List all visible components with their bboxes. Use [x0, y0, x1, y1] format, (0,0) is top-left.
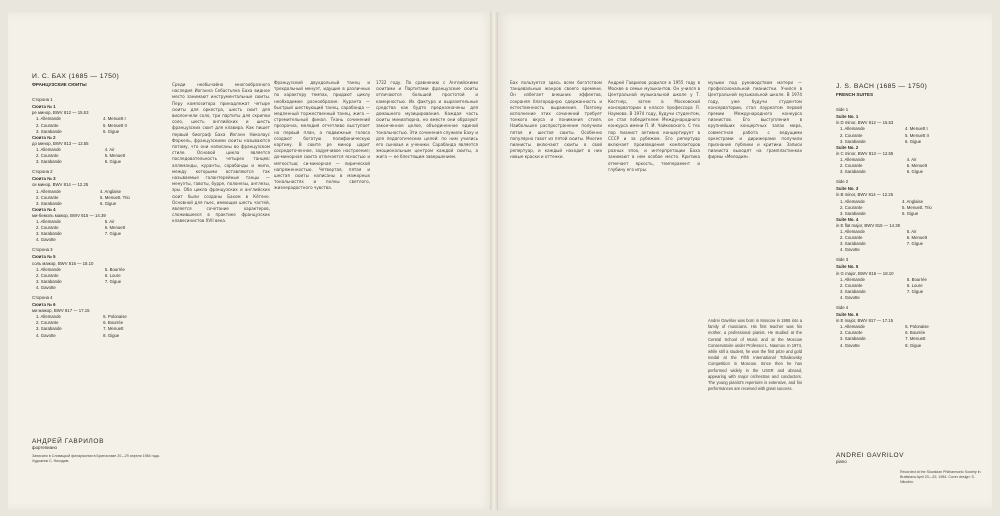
movement: 5. Polonaise	[103, 314, 127, 320]
suite-title: Сюита № 3	[32, 176, 56, 182]
movement: 4. Menuett I	[102, 116, 126, 122]
suite-key: in G major, BWV 816 — 18.10	[836, 270, 894, 276]
movement: 7. Menuett	[905, 336, 926, 342]
movement-list	[32, 219, 160, 243]
side-label: Side 4	[836, 305, 849, 310]
suite-title: Suite No. 5	[836, 264, 859, 270]
movement: 1. Allemande	[840, 276, 865, 282]
essay-column: 1722 году. По сравнению с Английскими сюитами и Партитами французские сюиты отличаются большей простотой и камерностью. Их фактура и выразительные средства как будто предназначены для домашнего музицирования. Каждая часть сюиты миниатюрна, но вместе они образуют законченное целое, объединенное единой тональностью. Эти сочинения служили Баху и для педагогических целей: по ним учились его сыновья и ученики. Сарабанда является эмоциональным центром каждой сюиты, а жига — ее блестящим завершением.	[376, 80, 478, 160]
movement: 6. Gigue	[904, 138, 922, 144]
performer-block-en	[836, 452, 964, 464]
movement-list	[836, 277, 960, 301]
movement: 2. Courante	[36, 225, 59, 231]
movement: 1. Allemande	[840, 324, 865, 330]
movement: 4. Gavotte	[36, 237, 56, 243]
movement: 3. Sarabande	[840, 138, 866, 144]
movement: 3. Sarabande	[36, 159, 62, 165]
suite-key: in E major, BWV 817 — 17.15	[836, 318, 894, 324]
movement: 5. Bourrée	[104, 266, 125, 272]
movement: 5. Bourrée	[906, 276, 927, 282]
movement-list	[836, 199, 960, 217]
movement-list	[32, 267, 160, 291]
movement: 6. Bourrée	[905, 330, 926, 336]
movement-list	[32, 116, 160, 134]
movement: 5. Air	[104, 218, 115, 224]
suite-title: Сюита № 6	[32, 302, 56, 308]
movement: 4. Anglaise	[901, 198, 923, 204]
tracklist-russian	[32, 74, 160, 339]
suite-key: in B minor, BWV 814 — 12.25	[836, 192, 894, 198]
movement: 5. Menuett	[104, 153, 126, 159]
movement: 7. Gigue	[906, 241, 923, 247]
movement: 3. Sarabande	[840, 210, 866, 216]
suite-title: Suite No. 2	[836, 144, 859, 150]
movement: 4. Gavotte	[840, 294, 860, 300]
movement: 5. Menuett. Trio	[901, 204, 932, 210]
side-label: Сторона 3	[32, 247, 53, 253]
suite-title: Suite No. 4	[836, 216, 859, 222]
movement: 3. Sarabande	[36, 128, 62, 134]
movement: 2. Courante	[36, 153, 59, 159]
side-label: Side 2	[836, 179, 849, 185]
movement: 3. Sarabande	[36, 326, 62, 332]
movement: 8. Gigue	[905, 342, 922, 348]
movement: 2. Courante	[840, 163, 863, 169]
movement: 6. Menuett	[104, 225, 126, 231]
movement: 4. Gavotte	[36, 284, 56, 290]
side-label: Сторона 4	[32, 295, 53, 300]
movement: 5. Menuett	[906, 163, 928, 169]
movement: 4. Gavotte	[840, 247, 860, 253]
movement: 3. Sarabande	[840, 288, 866, 294]
movement: 1. Allemande	[36, 188, 61, 194]
movement: 1. Allemande	[840, 156, 865, 162]
movement-list	[836, 229, 960, 253]
movement: 2. Courante	[36, 320, 59, 326]
movement: 3. Sarabande	[36, 278, 62, 284]
composer-heading-en: J. S. BACH (1685 — 1750)	[836, 83, 928, 90]
movement: 3. Sarabande	[36, 200, 62, 206]
movement: 5. Menuett II	[102, 122, 127, 128]
performer-role: фортепиано	[32, 445, 57, 450]
movement: 4. Air	[906, 156, 917, 162]
side-label: Сторона 1	[32, 97, 53, 103]
essay-column: музыки под руководством матери — профессиональной пианистки. Учился в Центральной музыкальной школе. В 1974 году, уже будучи студентом консерватории, стал лауреатом первой премии Международного конкурса пианистов. Его выступления в крупнейших концертных залах мира, совместная работа с ведущими оркестрами и дирижерами получили признание публики и критики. Записи пианиста выходят на грампластинках фирмы «Мелодия».	[708, 80, 802, 160]
movement: 7. Gigue	[104, 278, 122, 284]
performer-name: ANDREI GAVRILOV	[836, 452, 905, 459]
suite-title: Suite No. 1	[836, 114, 859, 120]
performer-block-ru	[32, 438, 162, 464]
movement: 2. Courante	[840, 330, 863, 336]
side-label: Side 3	[836, 257, 849, 263]
movement-list	[32, 147, 160, 165]
movement: 1. Allemande	[36, 266, 61, 272]
movement: 2. Courante	[840, 235, 863, 241]
movement-list	[836, 157, 960, 175]
work-title-ru: ФРАНЦУЗСКИЕ СЮИТЫ	[32, 82, 87, 88]
suite-title: Сюита № 5	[32, 254, 56, 260]
movement: 3. Sarabande	[840, 241, 866, 247]
movement: 5. Polonaise	[905, 324, 929, 330]
movement: 2. Courante	[36, 122, 59, 128]
suite-title: Suite No. 3	[836, 186, 859, 192]
essay-column-english: Andrei Gavrilov was born in Moscow in 1955 into a family of musicians. His first teacher was his mother, a professional pianist. He studied at the Central School of Music and at the Moscow Conservatoire under Professor L. Naumov. In 1974, while still a student, he won the first prize and gold medal at the Fifth International Tchaikovsky Competition in Moscow. Since then he has performed widely in the USSR and abroad, appearing with major orchestras and conductors. The young pianist's repertoire is extensive, and his performances are received with great success.	[708, 318, 802, 392]
movement: 6. Gigue	[906, 169, 923, 175]
movement: 5. Menuett. Trio	[99, 194, 130, 200]
composer-heading-ru: И. С. БАХ (1685 — 1750)	[32, 73, 120, 80]
movement: 7. Menuett	[103, 326, 124, 332]
suite-key: in D minor, BWV 812 — 15.53	[836, 120, 894, 126]
movement: 6. Gigue	[99, 200, 117, 206]
movement: 1. Allemande	[36, 314, 61, 320]
movement: 8. Gigue	[103, 332, 120, 338]
suite-key: си минор, BWV 814 — 12.25	[32, 182, 89, 188]
movement: 1. Allemande	[840, 228, 865, 234]
movement: 2. Courante	[840, 282, 863, 288]
movement: 2. Courante	[36, 194, 59, 200]
movement-list	[32, 314, 160, 338]
suite-key: ми мажор, BWV 817 — 17.15	[32, 308, 90, 314]
performer-role: piano	[836, 459, 847, 464]
suite-key: до минор, BWV 813 — 12.55	[32, 140, 89, 146]
movement: 7. Gigue	[104, 231, 121, 237]
movement: 4. Menuett I	[904, 126, 928, 132]
movement: 1. Allemande	[36, 116, 61, 122]
movement: 3. Sarabande	[840, 336, 866, 342]
suite-key: ре минор, BWV 812 — 15.53	[32, 110, 89, 116]
movement: 6. Menuett	[906, 235, 928, 241]
recording-note: Recorded at the Slovakian Philharmonic Society in Bratislava April 20—29, 1984. Cover design: S. Nikodim.	[900, 470, 981, 484]
movement: 5. Air	[906, 228, 917, 234]
movement-list	[836, 324, 960, 348]
suite-key: in C minor, BWV 813 — 12.55	[836, 150, 894, 156]
movement: 4. Air	[104, 146, 115, 152]
suite-key: соль мажор, BWV 816 — 18.10	[32, 260, 94, 266]
movement: 3. Sarabande	[36, 231, 62, 237]
movement: 3. Sarabande	[840, 169, 866, 175]
movement: 1. Allemande	[36, 146, 61, 152]
movement: 6. Bourrée	[103, 320, 124, 326]
work-title-en: FRENCH SUITES	[836, 92, 874, 98]
movement: 6. Gigue	[104, 159, 121, 165]
movement: 6. Loure	[104, 272, 121, 278]
recording-note: Записано в Словацкой филармонии в Братиславе 20—29 апреля 1984 года. Художник С. Никодим.	[32, 454, 160, 463]
movement: 2. Courante	[840, 132, 863, 138]
tracklist-english	[836, 84, 960, 349]
movement: 2. Courante	[36, 272, 59, 278]
suite-title: Suite No. 6	[836, 312, 859, 318]
movement: 1. Allemande	[36, 218, 61, 224]
suite-key: in E flat major, BWV 815 — 14.39	[836, 222, 901, 228]
gatefold-spine	[490, 12, 498, 510]
suite-title: Сюита № 1	[32, 104, 56, 110]
side-label: Сторона 2	[32, 169, 53, 175]
movement: 6. Gigue	[901, 210, 919, 216]
movement-list	[32, 189, 160, 207]
movement: 6. Loure	[906, 282, 923, 288]
performer-name: АНДРЕЙ ГАВРИЛОВ	[32, 438, 105, 445]
movement: 1. Allemande	[840, 198, 865, 204]
suite-key: ми-бемоль мажор, BWV 815 — 14.39	[32, 212, 106, 218]
suite-title: Сюита № 2	[32, 134, 56, 140]
movement-list	[836, 126, 960, 144]
movement: 4. Anglaise	[99, 188, 121, 194]
suite-title: Сюита № 4	[32, 206, 56, 212]
movement: 7. Gigue	[906, 288, 924, 294]
movement: 1. Allemande	[840, 126, 865, 132]
movement: 5. Menuett II	[904, 132, 929, 138]
side-label: Side 1	[836, 107, 849, 113]
recording-note-en	[900, 466, 986, 485]
movement: 6. Gigue	[102, 128, 120, 134]
essay-column: Андрей Гаврилов родился в 1955 году в Москве в семье музыкантов. Он учился в Центральной музыкальной школе у Т. Кестнер, затем в Московской консерватории в классе профессора Л. Наумова. В 1974 году, будучи студентом, он стал победителем Международного конкурса имени П. И. Чайковского. С тех пор пианист активно концертирует в СССР и за рубежом. Его репертуар включает произведения композиторов разных эпох, и интерпретации Баха занимают в нем особое место. Критика отмечает яркость, темперамент и глубину его игры.	[608, 80, 700, 172]
movement: 4. Gavotte	[840, 342, 860, 348]
movement: 4. Gavotte	[36, 332, 56, 338]
essay-column: Бах пользуется здесь всем богатством танцевальных жанров своего времени. Он избегает внешних эффектов, сохраняя благородную сдержанность и естественность выражения. Поэтому исполнение этих сочинений требует тонкого вкуса и понимания стиля. Наибольшее распространение получили пятая и шестая сюиты. Особенно популярна гавот из пятой сюиты. Многие пианисты включают сюиты в свой репертуар, и каждый находит в них новые краски и оттенки.	[510, 80, 602, 160]
essay-column: Французский двухдольный танец и трехдольный менуэт, идущие в различных по характеру темпах, придают циклу необходимое разнообразие. Куранта — быстрый шествующий танец, сарабанда — медленный торжественный танец, жига — стремительный финал. Ткань сочинений прозрачна, мелодия отчетливо выступает на первый план, а подвижные голоса создают богатую полифоническую картину. В сюите ре минор царит сосредоточенное, задумчивое настроение; до-минорная сюита отличается ясностью и мягкостью; си-минорная — лирической напряженностью. Четвертая, пятая и шестая сюиты написаны в мажорных тональностях и полны светлого, жизнерадостного чувства.	[274, 80, 370, 191]
essay-column: Среди необычайно многообразного наследия Иоганна Себастьяна Баха видное место занимают инструментальные сюиты. Перу композитора принадлежат четыре сюиты для оркестра, шесть сюит для виолончели соло, три партиты для скрипки соло, шесть английских и шесть французских сюит для клавира. Как пишет первый биограф Баха Иоганн Николаус Форкель, французскими сюиты называются потому, что они написаны во французском стиле. Основой цикла является последовательность четырех танцев: аллеманды, куранты, сарабанды и жиги, между которыми вставляются так называемые галантерейные танцы — менуэты, гавоты, бурре, полонезы, англезы, эры. Оба цикла французских и английских сюит были созданы Бахом в Кётене. Основной для пьес, имеющих шесть частей, является сочетание характеров, сложившееся в практике французских клавесинистов XVII века.	[172, 82, 270, 224]
movement: 2. Courante	[840, 204, 863, 210]
